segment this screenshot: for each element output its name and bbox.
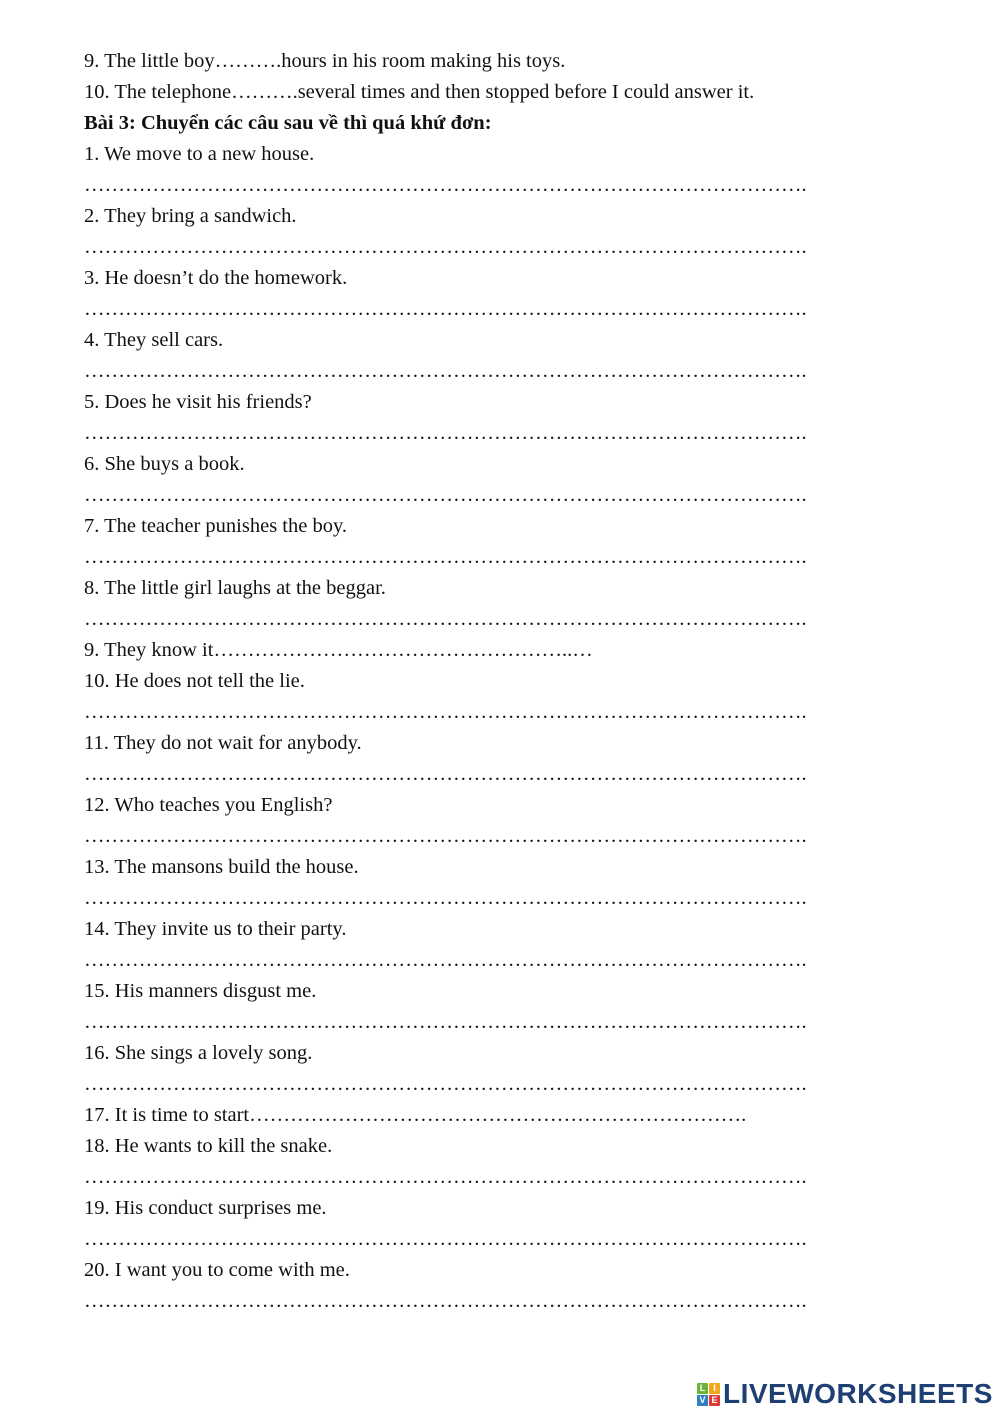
answer-line[interactable]: ……………………………………………………………………………………………. (84, 1228, 807, 1250)
logo-tile: V (697, 1395, 708, 1406)
brand-name: LIVEWORKSHEETS (723, 1378, 993, 1409)
section-heading: Bài 3: Chuyển các câu sau về thì quá khứ đơn: (84, 112, 492, 134)
logo-tile: L (697, 1383, 708, 1394)
answer-line[interactable]: ……………………………………………………………………………………………. (84, 546, 807, 568)
answer-line[interactable]: ……………………………………………………………………………………………. (84, 887, 807, 909)
carryover-item-9: 9. The little boy……….hours in his room making his toys. (84, 50, 566, 72)
carryover-item-10: 10. The telephone……….several times and then stopped before I could answer it. (84, 81, 755, 103)
logo-tile: I (709, 1383, 720, 1394)
exercise-item: 5. Does he visit his friends? (84, 391, 312, 413)
answer-line[interactable]: ……………………………………………………………………………………………. (84, 763, 807, 785)
exercise-item: 6. She buys a book. (84, 453, 245, 475)
answer-line[interactable]: ……………………………………………………………………………………………. (84, 701, 807, 723)
exercise-item: 20. I want you to come with me. (84, 1259, 350, 1281)
exercise-item: 8. The little girl laughs at the beggar. (84, 577, 386, 599)
answer-line[interactable]: ……………………………………………………………………………………………. (84, 298, 807, 320)
exercise-item: 14. They invite us to their party. (84, 918, 347, 940)
logo-tiles-icon (697, 1383, 720, 1406)
answer-line[interactable]: ……………………………………………………………………………………………. (84, 949, 807, 971)
answer-line[interactable]: ……………………………………………………………………………………………. (84, 236, 807, 258)
answer-line[interactable]: ……………………………………………………………………………………………. (84, 174, 807, 196)
answer-line[interactable]: ……………………………………………………………………………………………. (84, 360, 807, 382)
answer-line[interactable]: ……………………………………………………………………………………………. (84, 1073, 807, 1095)
exercise-item: 11. They do not wait for anybody. (84, 732, 362, 754)
worksheet-page (84, 46, 854, 1317)
exercise-item: 15. His manners disgust me. (84, 980, 317, 1002)
exercise-list (84, 139, 854, 1317)
exercise-item: 3. He doesn’t do the homework. (84, 267, 348, 289)
liveworksheets-logo (697, 1379, 993, 1409)
answer-line[interactable]: ……………………………………………………………………………………………. (84, 1011, 807, 1033)
exercise-item: 1. We move to a new house. (84, 143, 315, 165)
exercise-item: 17. It is time to start………………………………………………………………. (84, 1104, 747, 1126)
exercise-item: 13. The mansons build the house. (84, 856, 359, 878)
answer-line[interactable]: ……………………………………………………………………………………………. (84, 1166, 807, 1188)
exercise-item: 12. Who teaches you English? (84, 794, 333, 816)
logo-tile: E (709, 1395, 720, 1406)
exercise-item: 7. The teacher punishes the boy. (84, 515, 348, 537)
exercise-item: 9. They know it……………………………………………..… (84, 639, 593, 661)
exercise-item: 2. They bring a sandwich. (84, 205, 297, 227)
exercise-item: 4. They sell cars. (84, 329, 224, 351)
answer-line[interactable]: ……………………………………………………………………………………………. (84, 608, 807, 630)
answer-line[interactable]: ……………………………………………………………………………………………. (84, 484, 807, 506)
answer-line[interactable]: ……………………………………………………………………………………………. (84, 825, 807, 847)
exercise-item: 19. His conduct surprises me. (84, 1197, 327, 1219)
exercise-item: 16. She sings a lovely song. (84, 1042, 313, 1064)
answer-line[interactable]: ……………………………………………………………………………………………. (84, 422, 807, 444)
answer-line[interactable]: ……………………………………………………………………………………………. (84, 1290, 807, 1312)
exercise-item: 18. He wants to kill the snake. (84, 1135, 333, 1157)
exercise-item: 10. He does not tell the lie. (84, 670, 305, 692)
